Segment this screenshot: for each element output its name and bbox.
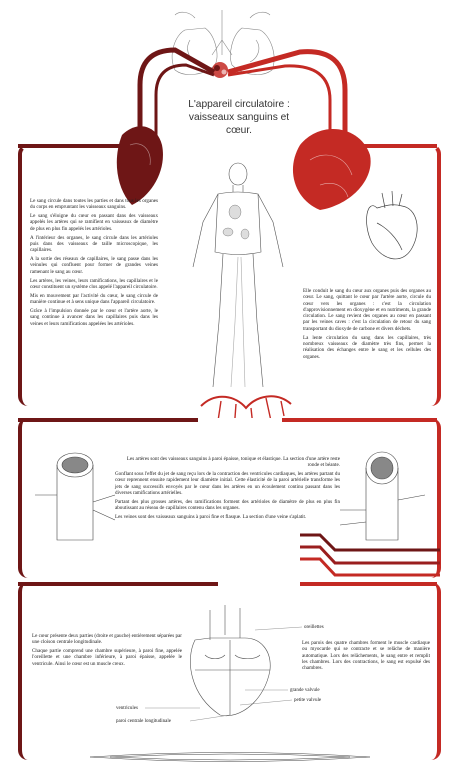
s1-left-p2: Le sang s'éloigne du cœur en passant dans des vaisseaux appelés les artères qui se ramifient en vaisseaux de diamètre de plus en plus fin appelés les artérioles. — [30, 213, 158, 232]
s1-right-p2: La lente circulation du sang dans les capillaires, très nombreux vaisseaux de diamètre très fins, permet la réalisation des échanges entre le sang et les cellules des organes. — [303, 334, 431, 360]
s2-p4: Les veines sont des vaisseaux sanguins à paroi fine et flasque. La section d'une veine s'aplatit. — [115, 514, 307, 521]
s2-p2: Gonflant sous l'effet du jet de sang reçu lors de la contraction des ventricules cardiaques, les artères partant du cœur reprennent ensuite rapidement leur diamètre initial. Cette élasticité de la paroi artérielle transforme les jets de sang successifs envoyés par le cœur dans les artères en un écoulement continu passant dans les diverses ramifications artérielles. — [115, 471, 340, 497]
s1-left-p3: A l'intérieur des organes, le sang circule dans les artérioles puis dans des vaisseaux de taille microscopique, les capillaires. — [30, 234, 158, 254]
s1-left-p4: A la sortie des réseaux de capillaires, le sang passe dans les veinules qui confluent pour former de grandes veines ramenant le sang au cœur. — [30, 256, 158, 275]
label-grande-valvule: grande valvule — [290, 688, 320, 693]
label-petite-valvule: petite valvule — [294, 698, 322, 703]
s1-left-p1: Le sang circule dans toutes les parties et dans tous les organes du corps en empruntant les vaisseaux sanguins. — [30, 198, 158, 211]
s3-left-p1: Le cœur présente deux parties (droite et gauche) entièrement séparées par une cloison centrale longitudinale. — [32, 633, 182, 646]
s1-right-p1: Elle conduit le sang du cœur aux organes puis des organes au cœur. Le sang, quittant le cœur par l'artère aorte, circule du cœur vers les organes : c'est la circulation d'approvisionnement en dioxygène et en nutriments, la grande circulation. Le sang revient des organes au cœur en passant par les veines caves : c'est la circulation de retour du sang transportant du dioxyde de carbone et divers déchets. — [303, 288, 431, 332]
s3-left-p2: Chaque partie comprend une chambre supérieure, à paroi fine, appelée l'oreillette et une chambre inférieure, à paroi épaisse, appelée le ventricule. Ainsi le cœur est un muscle creux. — [32, 648, 182, 667]
page-title: L'appareil circulatoire : vaisseaux sanguins et cœur. — [188, 99, 290, 136]
s1-left-p6: Mis en mouvement par l'activité du cœur, le sang circule de manière continue et à sens unique dans l'appareil circulatoire. — [30, 292, 158, 306]
label-oreillettes: oreillettes — [304, 625, 324, 630]
s2-p3: Partant des plus grosses artères, des ramifications forment des artérioles de diamètre de plus en plus fin aboutissant au réseau de capillaires contenu dans les organes. — [115, 498, 340, 512]
s3-right-p1: Les parois des quatre chambres forment le muscle cardiaque ou myocarde qui se contracte et se relâche de manière automatique. Lors des relâchements, le sang entre et remplit les chambres. Lors des contractions, le sang est expulsé des chambres. — [302, 640, 430, 672]
s2-p1: Les artères sont des vaisseaux sanguins à paroi épaisse, tonique et élastique. La section d'une artère reste ronde et béante. — [126, 456, 340, 469]
s1-left-p7: Grâce à l'impulsion donnée par le cœur et l'artère aorte, le sang continue à avancer dans les capillaires puis dans les veines et leurs ramifications appelées les artérioles. — [30, 308, 158, 327]
label-paroi-centrale: paroi centrale longitudinale — [116, 719, 171, 724]
s1-left-p5: Les artères, les veines, leurs ramifications, les capillaires et le cœur constituent un système clos appelé l'appareil circulatoire. — [30, 277, 158, 290]
label-ventricules: ventricules — [116, 706, 138, 711]
